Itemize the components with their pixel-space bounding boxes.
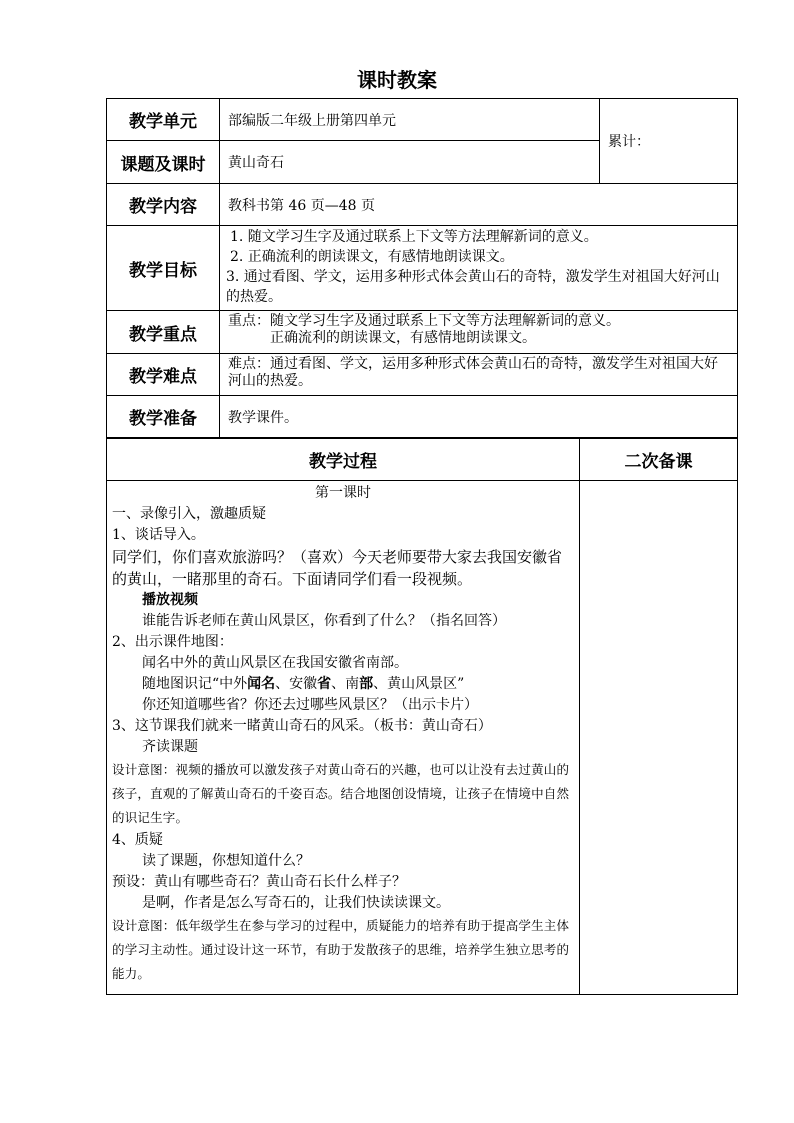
key-line: 正确流利的朗读课文，有感情地朗读课文。 xyxy=(270,330,536,346)
paragraph: 读了课题，你想知道什么？ xyxy=(142,853,310,869)
prep-label: 教学准备 xyxy=(107,396,220,438)
step-heading: 4、质疑 xyxy=(112,832,163,848)
process-content xyxy=(107,481,580,995)
goal-item: 1. 随文学习生字及通过联系上下文等方法理解新词的意义。 xyxy=(230,229,598,245)
second-prep-cell xyxy=(580,481,738,995)
total-cell xyxy=(600,99,738,184)
bold-word: 省 xyxy=(317,676,332,692)
key-line: 重点：随文学习生字及通过联系上下文等方法理解新词的意义。 xyxy=(228,313,620,329)
step-heading: 3、这节课我们就来一睹黄山奇石的风采。（板书：黄山奇石） xyxy=(112,718,492,734)
topic-value: 黄山奇石 xyxy=(220,141,600,184)
paragraph: 预设：黄山有哪些奇石？黄山奇石长什么样子？ xyxy=(112,874,406,890)
difficulty-label: 教学难点 xyxy=(107,354,220,396)
paragraph: 同学们，你们喜欢旅游吗？（喜欢）今天老师要带大家去我国安徽省的黄山，一睹那里的奇石。下面请同学们看一段视频。 xyxy=(112,548,563,588)
process-table xyxy=(106,438,738,995)
prep-value: 教学课件。 xyxy=(220,396,738,438)
total-label: 累计： xyxy=(608,134,650,150)
text-run: 、南 xyxy=(331,676,360,692)
paragraph: 齐读课题 xyxy=(142,739,198,755)
lesson-title: 第一课时 xyxy=(315,485,371,501)
process-header: 教学过程 xyxy=(107,439,580,481)
text-run: 随地图识记“中外 xyxy=(142,676,248,692)
key-label: 教学重点 xyxy=(107,311,220,354)
design-note: 设计意图：低年级学生在参与学习的过程中，质疑能力的培养有助于提高学生主体的学习主动性。通过设计这一环节，有助于发散孩子的思维，培养学生独立思考的能力。 xyxy=(112,918,570,981)
text-run: 、黄山风景区” xyxy=(373,676,465,692)
second-prep-header: 二次备课 xyxy=(580,439,738,481)
topic-label: 课题及课时 xyxy=(107,141,220,184)
text-run: 、安徽 xyxy=(275,676,318,692)
paragraph: 谁能告诉老师在黄山风景区，你看到了什么？（指名回答） xyxy=(142,613,506,629)
unit-value: 部编版二年级上册第四单元 xyxy=(220,99,600,141)
design-note: 设计意图：视频的播放可以激发孩子对黄山奇石的兴趣，也可以让没有去过黄山的孩子，直观的了解黄山奇石的千姿百态。结合地图创设情境，让孩子在情境中自然的识记生字。 xyxy=(112,762,570,825)
play-video-label: 播放视频 xyxy=(142,592,198,608)
bold-word: 部 xyxy=(359,676,374,692)
paragraph: 是啊，作者是怎么写奇石的，让我们快读读课文。 xyxy=(142,895,450,911)
content-label: 教学内容 xyxy=(107,184,220,226)
goal-item: 3. 通过看图、学文，运用多种形式体会黄山石的奇特，激发学生对祖国大好河山的热爱。 xyxy=(226,269,720,305)
goal-item: 2. 正确流利的朗读课文，有感情地朗读课文。 xyxy=(230,249,514,265)
content-value: 教科书第 46 页—48 页 xyxy=(220,184,738,226)
goals-list xyxy=(220,226,738,311)
paragraph: 你还知道哪些省？你还去过哪些风景区？（出示卡片） xyxy=(142,697,478,713)
difficulty-value: 难点：通过看图、学文，运用多种形式体会黄山石的奇特，激发学生对祖国大好河山的热爱。 xyxy=(220,354,738,396)
goals-label: 教学目标 xyxy=(107,226,220,311)
step-heading: 2、出示课件地图： xyxy=(112,634,233,650)
paragraph xyxy=(112,674,574,695)
bold-word: 闻名 xyxy=(247,676,276,692)
info-table xyxy=(106,98,738,438)
page-title: 课时教案 xyxy=(357,68,437,92)
step-heading: 1、谈话导入。 xyxy=(112,527,205,543)
key-points xyxy=(220,311,738,354)
unit-label: 教学单元 xyxy=(107,99,220,141)
paragraph: 闻名中外的黄山风景区在我国安徽省南部。 xyxy=(142,655,408,671)
section-heading: 一、录像引入，激趣质疑 xyxy=(112,506,266,522)
